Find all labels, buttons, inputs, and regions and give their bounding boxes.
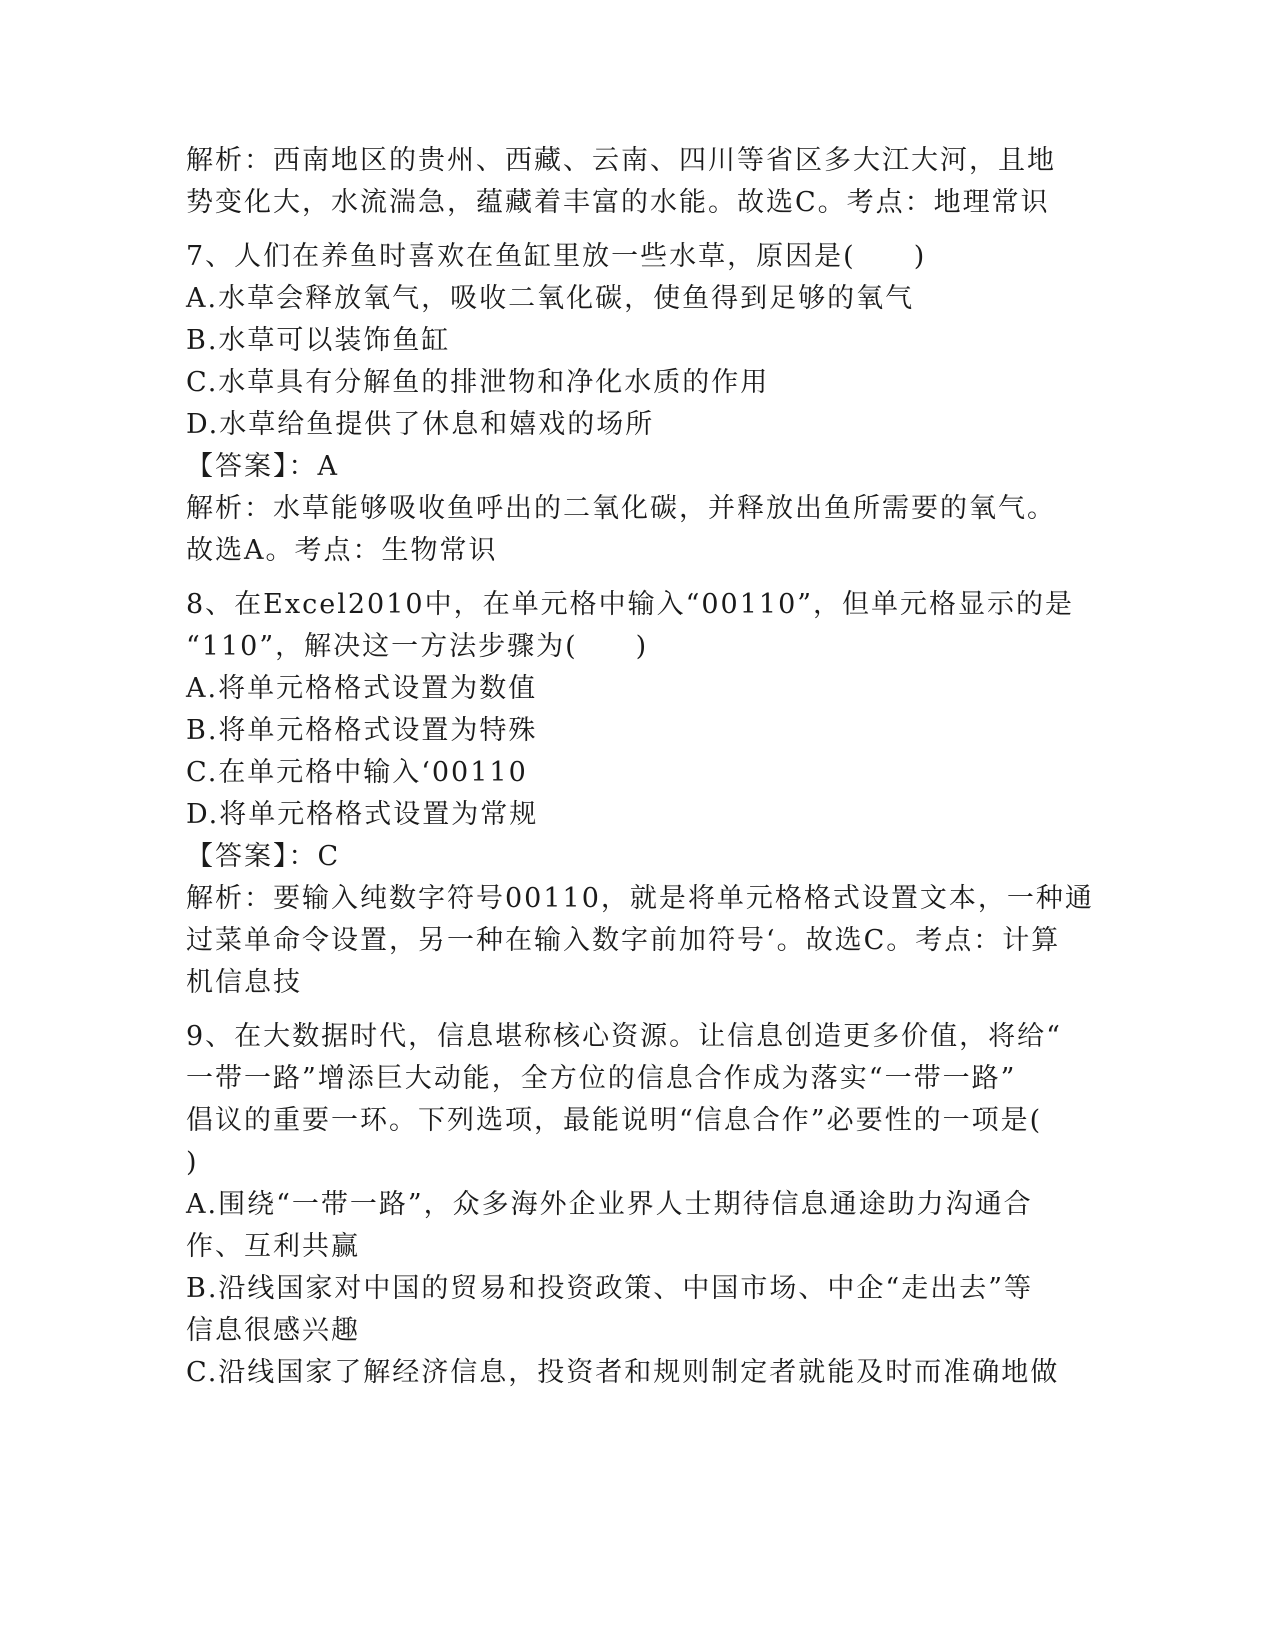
analysis-line: 解析：水草能够吸收鱼呼出的二氧化碳，并释放出鱼所需要的氧气。 (186, 493, 1056, 524)
option-a: A.围绕“一带一路”，众多海外企业界人士期待信息通途助力沟通合 (186, 1189, 1033, 1220)
option-b: B.沿线国家对中国的贸易和投资政策、中国市场、中企“走出去”等 (186, 1273, 1034, 1304)
document-page (186, 140, 1094, 1394)
option-b-cont: 信息很感兴趣 (186, 1315, 360, 1346)
question-text: “110”，解决这一方法步骤为( ) (186, 631, 649, 662)
option-b: B.将单元格格式设置为特殊 (186, 715, 538, 746)
option-c: C.在单元格中输入‘00110 (186, 757, 528, 788)
analysis-line: 过菜单命令设置，另一种在输入数字前加符号‘。故选C。考点：计算 (186, 925, 1061, 956)
option-d: D.水草给鱼提供了休息和嬉戏的场所 (186, 409, 655, 440)
option-c: C.沿线国家了解经济信息，投资者和规则制定者就能及时而准确地做 (186, 1357, 1060, 1388)
analysis-line: 故选A。考点：生物常识 (186, 535, 498, 566)
question-text: 9、在大数据时代，信息堪称核心资源。让信息创造更多价值，将给“ (186, 1021, 1062, 1052)
analysis-block-q6 (186, 140, 1066, 224)
analysis-line: 解析：要输入纯数字符号00110，就是将单元格格式设置文本，一种通 (186, 883, 1094, 914)
question-text: 一带一路”增添巨大动能，全方位的信息合作成为落实“一带一路” (186, 1063, 1017, 1094)
question-text: ) (186, 1147, 199, 1178)
option-b: B.水草可以装饰鱼缸 (186, 325, 451, 356)
option-a: A.水草会释放氧气，吸收二氧化碳，使鱼得到足够的氧气 (186, 283, 915, 314)
answer: 【答案】：C (186, 841, 341, 872)
question-8 (186, 584, 1094, 1004)
question-text: 倡议的重要一环。下列选项，最能说明“信息合作”必要性的一项是( (186, 1105, 1043, 1136)
question-7 (186, 236, 1066, 572)
question-9 (186, 1016, 1066, 1394)
answer: 【答案】：A (186, 451, 339, 482)
question-text: 8、在Excel2010中，在单元格中输入“00110”，但单元格显示的是 (186, 589, 1075, 620)
analysis-line: 势变化大，水流湍急，蕴藏着丰富的水能。故选C。考点：地理常识 (186, 187, 1050, 218)
option-a-cont: 作、互利共赢 (186, 1231, 360, 1262)
analysis-line: 机信息技 (186, 967, 302, 998)
option-d: D.将单元格格式设置为常规 (186, 799, 539, 830)
analysis-line: 解析：西南地区的贵州、西藏、云南、四川等省区多大江大河，且地 (186, 145, 1056, 176)
option-a: A.将单元格格式设置为数值 (186, 673, 538, 704)
question-text: 7、人们在养鱼时喜欢在鱼缸里放一些水草，原因是( ) (186, 241, 927, 272)
option-c: C.水草具有分解鱼的排泄物和净化水质的作用 (186, 367, 770, 398)
